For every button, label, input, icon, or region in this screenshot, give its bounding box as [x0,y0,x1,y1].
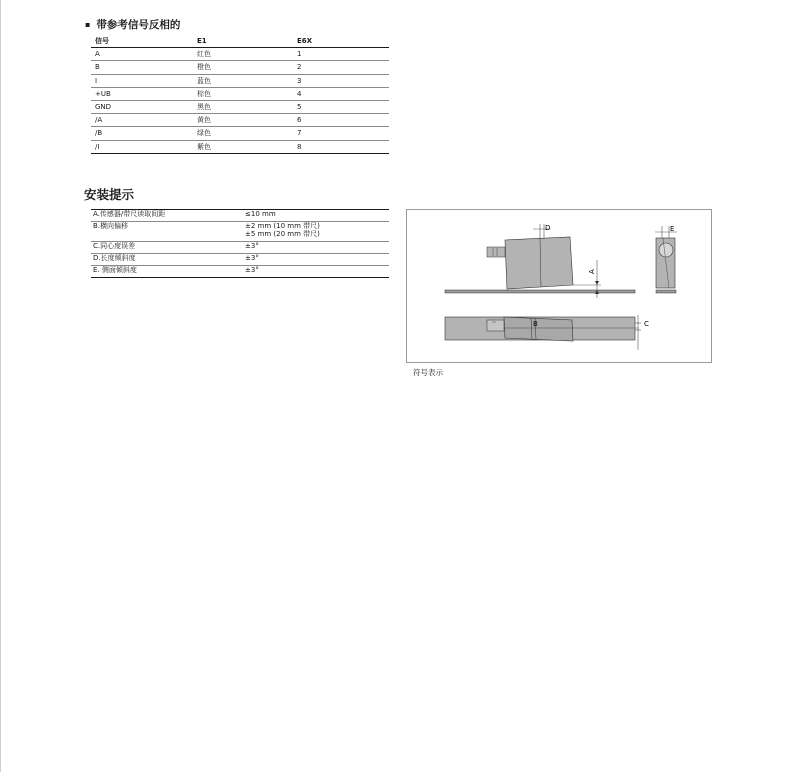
signal-cell: /A [91,114,193,127]
mount-section-title: 安装提示 [84,187,135,202]
mount-table [91,209,389,278]
e1-color-cell: 黄色 [193,114,293,127]
e6x-pin-cell: 2 [293,61,389,74]
mount-value-e: ±3° [243,266,389,278]
e6x-pin-cell: 7 [293,127,389,140]
signal-table-header [91,35,389,48]
signal-section-title-text: 带参考信号反相的 [96,19,181,31]
mount-value-b [243,222,389,242]
table-row [91,74,389,87]
table-row [91,266,389,278]
table-row [91,140,389,153]
tape-end-view [656,290,676,293]
sensor-end-circle [659,243,673,257]
mount-value-b-line1: ±2 mm (10 mm 带尺) [245,222,320,230]
e1-color-cell: 黑色 [193,100,293,113]
signal-cell: GND [91,100,193,113]
page-left-border [0,0,1,772]
e6x-pin-cell: 5 [293,100,389,113]
signal-table [91,35,389,154]
label-c: C [644,320,649,328]
mount-label-c: C.同心度误差 [91,242,243,254]
mounting-diagram-svg [407,210,711,362]
table-row [91,87,389,100]
e1-color-cell: 棕色 [193,87,293,100]
mount-value-c: ±3° [243,242,389,254]
e1-color-cell: 紫色 [193,140,293,153]
e6x-pin-cell: 8 [293,140,389,153]
table-row [91,127,389,140]
label-a: A [588,269,596,274]
table-row [91,61,389,74]
sensor-top-view [504,317,573,341]
mount-label-e: E. 侧面倾斜度 [91,266,243,278]
mount-label-a: A.传感器/带尺读取间距 [91,210,243,222]
label-e: E [670,225,675,233]
sensor-side-view [505,237,573,289]
mount-value-b-line2: ±5 mm (20 mm 带尺) [245,230,320,239]
e1-color-cell: 蓝色 [193,74,293,87]
col-header-e6x: E6X [293,35,389,48]
signal-cell: A [91,48,193,61]
e1-color-cell: 橙色 [193,61,293,74]
mount-value-a: ≤10 mm [243,210,389,222]
signal-cell: /I [91,140,193,153]
e6x-pin-cell: 4 [293,87,389,100]
signal-cell: +UB [91,87,193,100]
figure-caption: 符号表示 [413,368,443,377]
signal-cell: I [91,74,193,87]
cable-top [487,320,504,331]
table-row [91,242,389,254]
table-row [91,100,389,113]
e1-color-cell: 绿色 [193,127,293,140]
mount-label-d: D.长度倾斜度 [91,254,243,266]
mount-value-d: ±3° [243,254,389,266]
table-row [91,254,389,266]
bullet-icon: ▪ [85,20,91,29]
label-b: B [533,320,538,328]
label-d: D [545,224,551,232]
col-header-e1: E1 [193,35,293,48]
tape-side-view [445,290,635,293]
table-row [91,48,389,61]
table-row [91,210,389,222]
e6x-pin-cell: 1 [293,48,389,61]
e1-color-cell: 红色 [193,48,293,61]
mounting-diagram [406,209,712,363]
signal-cell: /B [91,127,193,140]
signal-cell: B [91,61,193,74]
e6x-pin-cell: 6 [293,114,389,127]
table-row [91,114,389,127]
cable-side [487,247,505,257]
table-row [91,222,389,242]
e6x-pin-cell: 3 [293,74,389,87]
col-header-signal: 信号 [91,35,193,48]
signal-section-title [85,17,180,32]
mount-label-b: B.横向偏移 [91,222,243,242]
